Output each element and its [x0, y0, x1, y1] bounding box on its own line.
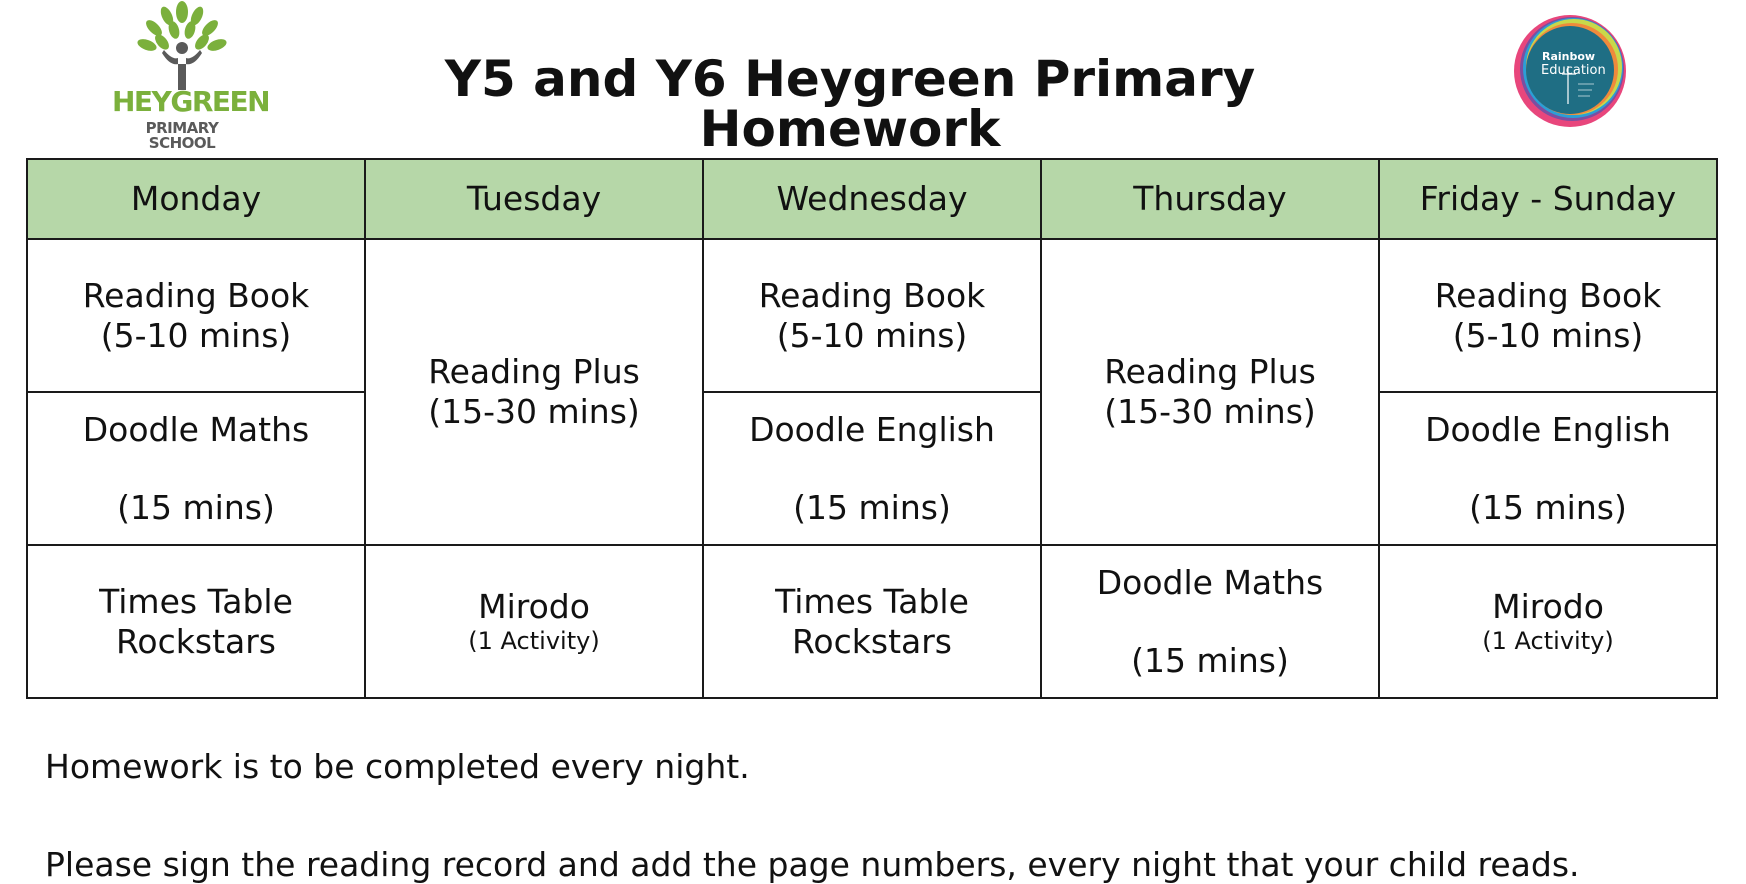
- day-header-wednesday: Wednesday: [703, 159, 1041, 239]
- trust-logo-line2: Education: [1541, 63, 1606, 78]
- school-name: HEYGREEN: [112, 85, 270, 118]
- day-header-tuesday: Tuesday: [365, 159, 703, 239]
- table-row: [27, 392, 1717, 545]
- page-title: Y5 and Y6 Heygreen Primary Homework: [444, 50, 1256, 158]
- cell-wednesday-doodle-english: Doodle English (15 mins): [703, 392, 1041, 545]
- note-every-night: Homework is to be completed every night.: [45, 747, 750, 786]
- cell-thursday-reading-plus: Reading Plus (15-30 mins): [1041, 239, 1379, 545]
- cell-monday-reading-book: Reading Book (5-10 mins): [27, 239, 365, 392]
- note-reading-record: Please sign the reading record and add the page numbers, every night that your child reads.: [45, 845, 1580, 884]
- day-header-monday: Monday: [27, 159, 365, 239]
- cell-tuesday-mirodo: Mirodo (1 Activity): [365, 545, 703, 698]
- cell-thursday-doodle-maths: Doodle Maths (15 mins): [1041, 545, 1379, 698]
- cell-friday-reading-book: Reading Book (5-10 mins): [1379, 239, 1717, 392]
- cell-friday-mirodo: Mirodo (1 Activity): [1379, 545, 1717, 698]
- cell-tuesday-reading-plus: Reading Plus (15-30 mins): [365, 239, 703, 545]
- homework-table: [26, 158, 1718, 699]
- tree-icon: [112, 0, 252, 92]
- cell-wednesday-reading-book: Reading Book (5-10 mins): [703, 239, 1041, 392]
- cell-monday-times-table-rockstars: Times Table Rockstars: [27, 545, 365, 698]
- table-header-row: [27, 159, 1717, 239]
- day-header-friday-sunday: Friday - Sunday: [1379, 159, 1717, 239]
- table-row: [27, 545, 1717, 698]
- cell-monday-doodle-maths: Doodle Maths (15 mins): [27, 392, 365, 545]
- trust-logo-line1: Rainbow: [1542, 50, 1596, 63]
- school-logo: [112, 0, 270, 152]
- school-subname: PRIMARY SCHOOL: [145, 119, 219, 152]
- day-header-thursday: Thursday: [1041, 159, 1379, 239]
- table-row: [27, 239, 1717, 392]
- cell-wednesday-times-table-rockstars: Times Table Rockstars: [703, 545, 1041, 698]
- trust-logo: [1510, 12, 1630, 130]
- cell-friday-doodle-english: Doodle English (15 mins): [1379, 392, 1717, 545]
